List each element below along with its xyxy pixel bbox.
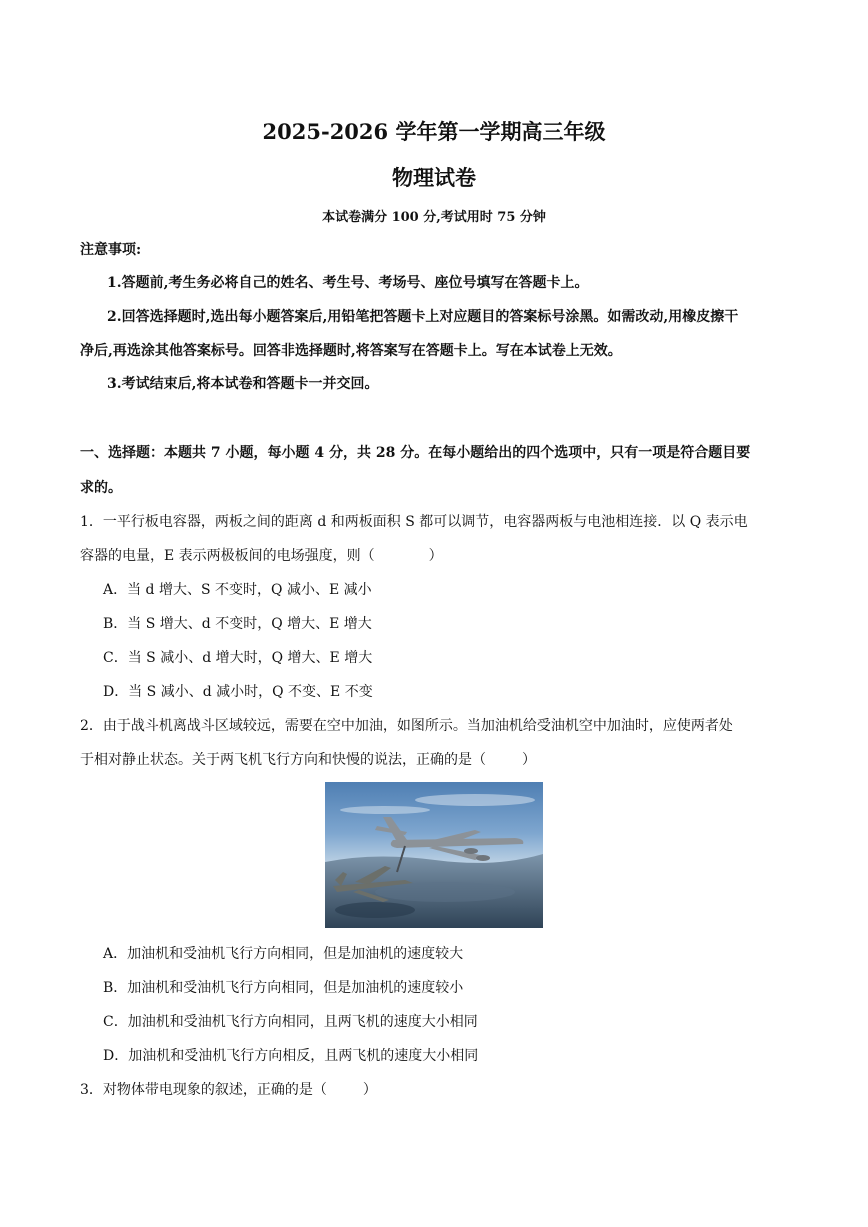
section-heading-line-2: 求的。 bbox=[80, 480, 122, 496]
q2-option-c: C．加油机和受油机飞行方向相同，且两飞机的速度大小相同 bbox=[103, 1014, 478, 1030]
notice-item-3: 3.考试结束后,将本试卷和答题卡一并交回。 bbox=[107, 376, 379, 392]
q3-stem: 3．对物体带电现象的叙述，正确的是（ ） bbox=[80, 1082, 377, 1098]
exam-info: 本试卷满分 100 分,考试用时 75 分钟 bbox=[322, 210, 546, 225]
q2-option-d: D．加油机和受油机飞行方向相反，且两飞机的速度大小相同 bbox=[103, 1048, 479, 1064]
q2-option-b: B．加油机和受油机飞行方向相同，但是加油机的速度较小 bbox=[103, 980, 464, 996]
q1-option-a: A．当 d 增大、S 不变时，Q 减小、E 减小 bbox=[103, 582, 372, 598]
exam-title: 2025-2026 学年第一学期高三年级 bbox=[262, 119, 606, 144]
q1-stem-line-1: 1．一平行板电容器，两板之间的距离 d 和两板面积 S 都可以调节，电容器两板与电池相连接．以 Q 表示电 bbox=[80, 514, 748, 530]
q1-stem-line-2: 容器的电量，E 表示两极板间的电场强度，则（ ） bbox=[80, 548, 443, 564]
q1-option-b: B．当 S 增大、d 不变时，Q 增大、E 增大 bbox=[103, 616, 372, 632]
q1-option-c: C．当 S 减小、d 增大时，Q 增大、E 增大 bbox=[103, 650, 373, 666]
aerial-refueling-photo bbox=[325, 782, 543, 928]
notice-item-2-line-1: 2.回答选择题时,选出每小题答案后,用铅笔把答题卡上对应题目的答案标号涂黑。如需改动,用橡皮擦干 bbox=[107, 309, 739, 325]
notice-heading: 注意事项: bbox=[80, 242, 142, 258]
exam-subject: 物理试卷 bbox=[392, 165, 476, 190]
q1-option-d: D．当 S 减小、d 减小时，Q 不变、E 不变 bbox=[103, 684, 373, 700]
notice-item-1: 1.答题前,考生务必将自己的姓名、考生号、考场号、座位号填写在答题卡上。 bbox=[107, 275, 589, 291]
q2-option-a: A．加油机和受油机飞行方向相同，但是加油机的速度较大 bbox=[103, 946, 464, 962]
section-heading-line-1: 一、选择题：本题共 7 小题，每小题 4 分，共 28 分。在每小题给出的四个选项中，只有一项是符合题目要 bbox=[80, 445, 751, 461]
q2-stem-line-2: 于相对静止状态。关于两飞机飞行方向和快慢的说法，正确的是（ ） bbox=[80, 752, 536, 768]
q2-stem-line-1: 2．由于战斗机离战斗区域较远，需要在空中加油，如图所示。当加油机给受油机空中加油时，应使两者处 bbox=[80, 718, 733, 734]
notice-item-2-line-2: 净后,再选涂其他答案标号。回答非选择题时,将答案写在答题卡上。写在本试卷上无效。 bbox=[80, 343, 622, 359]
